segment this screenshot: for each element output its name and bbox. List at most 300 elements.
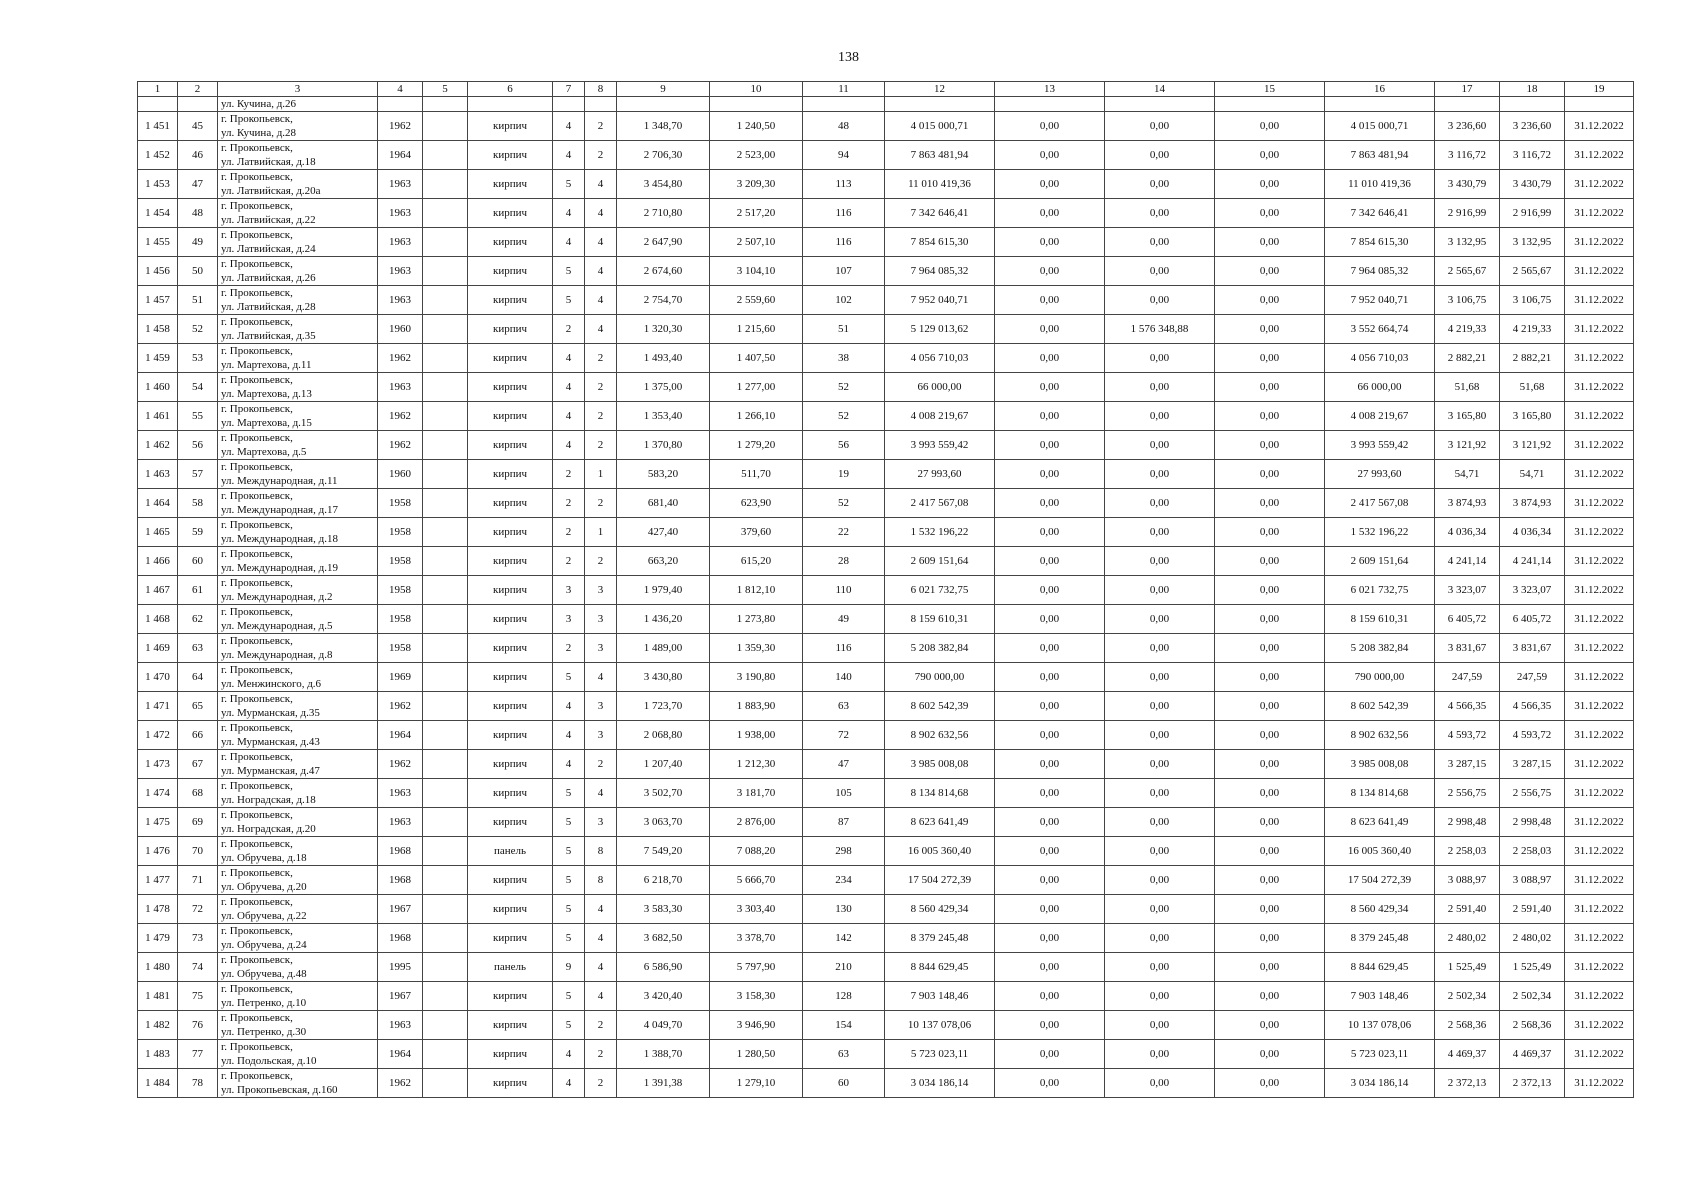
col16-cell: 66 000,00 xyxy=(1325,373,1435,402)
max-cost-per-sqm-cell: 3 831,67 xyxy=(1500,634,1565,663)
row-number-cell: 1 461 xyxy=(138,402,178,431)
living-area-cell: 1 266,10 xyxy=(710,402,803,431)
living-area-cell: 3 104,10 xyxy=(710,257,803,286)
living-area-cell: 511,70 xyxy=(710,460,803,489)
address-street: ул. Латвийская, д.24 xyxy=(221,243,316,255)
total-area-cell: 1 348,70 xyxy=(617,112,710,141)
max-cost-per-sqm-cell: 3 132,95 xyxy=(1500,228,1565,257)
col14-cell: 0,00 xyxy=(1105,837,1215,866)
col15-cell: 0,00 xyxy=(1215,170,1325,199)
row-number-cell: 1 472 xyxy=(138,721,178,750)
col13-cell: 0,00 xyxy=(995,692,1105,721)
col16-cell: 7 342 646,41 xyxy=(1325,199,1435,228)
col15-cell: 0,00 xyxy=(1215,605,1325,634)
floors-cell: 2 xyxy=(553,460,585,489)
address-city: г. Прокопьевск, xyxy=(221,606,293,618)
address-street: ул. Международная, д.17 xyxy=(221,504,338,516)
year-built-cell: 1967 xyxy=(378,982,423,1011)
completion-date-cell: 31.12.2022 xyxy=(1565,1069,1634,1098)
col13-cell: 0,00 xyxy=(995,837,1105,866)
completion-date-cell: 31.12.2022 xyxy=(1565,866,1634,895)
max-cost-per-sqm-cell: 2 882,21 xyxy=(1500,344,1565,373)
col13-cell: 0,00 xyxy=(995,141,1105,170)
col15-cell: 0,00 xyxy=(1215,228,1325,257)
year-built-cell: 1960 xyxy=(378,460,423,489)
address-city: г. Прокопьевск, xyxy=(221,519,293,531)
floors-cell: 2 xyxy=(553,315,585,344)
floors-cell: 5 xyxy=(553,808,585,837)
wall-material-cell: кирпич xyxy=(468,866,553,895)
year-built-cell: 1964 xyxy=(378,1040,423,1069)
cost-per-sqm-cell: 4 593,72 xyxy=(1435,721,1500,750)
address-street: ул. Латвийская, д.35 xyxy=(221,330,316,342)
table-row xyxy=(138,286,1634,315)
completion-date-cell: 31.12.2022 xyxy=(1565,1040,1634,1069)
year-built-cell: 1958 xyxy=(378,634,423,663)
col14-cell: 0,00 xyxy=(1105,605,1215,634)
living-area-cell: 2 523,00 xyxy=(710,141,803,170)
total-area-cell: 1 353,40 xyxy=(617,402,710,431)
address-street: ул. Латвийская, д.28 xyxy=(221,301,316,313)
cost-per-sqm-cell: 54,71 xyxy=(1435,460,1500,489)
col15-cell: 0,00 xyxy=(1215,576,1325,605)
living-area-cell: 5 666,70 xyxy=(710,866,803,895)
address-cell xyxy=(218,895,378,924)
address-city: г. Прокопьевск, xyxy=(221,751,293,763)
address-cell xyxy=(218,315,378,344)
col13-cell: 0,00 xyxy=(995,1040,1105,1069)
col5-cell xyxy=(423,547,468,576)
entrances-cell: 2 xyxy=(585,112,617,141)
cost-per-sqm-cell: 2 565,67 xyxy=(1435,257,1500,286)
total-area-cell: 1 391,38 xyxy=(617,1069,710,1098)
entrances-cell: 2 xyxy=(585,547,617,576)
completion-date-cell: 31.12.2022 xyxy=(1565,489,1634,518)
living-area-cell: 3 190,80 xyxy=(710,663,803,692)
max-cost-per-sqm-cell: 4 219,33 xyxy=(1500,315,1565,344)
col5-cell xyxy=(423,518,468,547)
entrances-cell: 3 xyxy=(585,721,617,750)
column-number-cell: 16 xyxy=(1325,82,1435,97)
row-number-cell: 1 459 xyxy=(138,344,178,373)
completion-date-cell: 31.12.2022 xyxy=(1565,837,1634,866)
col15-cell: 0,00 xyxy=(1215,692,1325,721)
col5-cell xyxy=(423,257,468,286)
residents-cell: 128 xyxy=(803,982,885,1011)
housing-registry-table xyxy=(137,81,1634,1098)
item-number-cell: 49 xyxy=(178,228,218,257)
entrances-cell: 3 xyxy=(585,576,617,605)
cost-per-sqm-cell: 3 165,80 xyxy=(1435,402,1500,431)
total-area-cell: 1 388,70 xyxy=(617,1040,710,1069)
row-number-cell: 1 453 xyxy=(138,170,178,199)
col16-cell: 5 723 023,11 xyxy=(1325,1040,1435,1069)
wall-material-cell: кирпич xyxy=(468,170,553,199)
entrances-cell: 1 xyxy=(585,460,617,489)
address-street: ул. Международная, д.19 xyxy=(221,562,338,574)
col13-cell: 0,00 xyxy=(995,199,1105,228)
address-city: г. Прокопьевск, xyxy=(221,809,293,821)
residents-cell: 107 xyxy=(803,257,885,286)
living-area-cell: 1 812,10 xyxy=(710,576,803,605)
col14-cell: 0,00 xyxy=(1105,692,1215,721)
col13-cell: 0,00 xyxy=(995,402,1105,431)
col15-cell: 0,00 xyxy=(1215,402,1325,431)
col16-cell: 8 379 245,48 xyxy=(1325,924,1435,953)
completion-date-cell: 31.12.2022 xyxy=(1565,721,1634,750)
col5-cell xyxy=(423,924,468,953)
cost-per-sqm-cell: 4 566,35 xyxy=(1435,692,1500,721)
table-row xyxy=(138,1069,1634,1098)
year-built-cell: 1963 xyxy=(378,1011,423,1040)
col16-cell: 8 623 641,49 xyxy=(1325,808,1435,837)
living-area-cell: 3 378,70 xyxy=(710,924,803,953)
cost-per-sqm-cell: 2 372,13 xyxy=(1435,1069,1500,1098)
year-built-cell: 1960 xyxy=(378,315,423,344)
row-number-cell: 1 483 xyxy=(138,1040,178,1069)
item-number-cell: 64 xyxy=(178,663,218,692)
floors-cell: 5 xyxy=(553,982,585,1011)
col14-cell: 0,00 xyxy=(1105,576,1215,605)
item-number-cell: 75 xyxy=(178,982,218,1011)
residents-cell: 113 xyxy=(803,170,885,199)
entrances-cell: 4 xyxy=(585,257,617,286)
floors-cell: 4 xyxy=(553,431,585,460)
living-area-cell: 1 883,90 xyxy=(710,692,803,721)
residents-cell: 63 xyxy=(803,1040,885,1069)
address-cell xyxy=(218,605,378,634)
wall-material-cell: кирпич xyxy=(468,402,553,431)
address-cell xyxy=(218,692,378,721)
address-city: г. Прокопьевск, xyxy=(221,113,293,125)
address-city: г. Прокопьевск, xyxy=(221,896,293,908)
address-cell xyxy=(218,1069,378,1098)
col16-cell: 8 134 814,68 xyxy=(1325,779,1435,808)
total-cost-cell: 2 417 567,08 xyxy=(885,489,995,518)
year-built-cell: 1962 xyxy=(378,692,423,721)
completion-date-cell: 31.12.2022 xyxy=(1565,460,1634,489)
item-number-cell: 56 xyxy=(178,431,218,460)
row-number-cell: 1 458 xyxy=(138,315,178,344)
table-row xyxy=(138,402,1634,431)
col5-cell xyxy=(423,721,468,750)
table-row xyxy=(138,1011,1634,1040)
year-built-cell: 1962 xyxy=(378,344,423,373)
residents-cell: 60 xyxy=(803,1069,885,1098)
address-cell xyxy=(218,576,378,605)
table-row xyxy=(138,112,1634,141)
col16-cell: 8 159 610,31 xyxy=(1325,605,1435,634)
address-city: г. Прокопьевск, xyxy=(221,867,293,879)
col13-cell: 0,00 xyxy=(995,750,1105,779)
col15-cell: 0,00 xyxy=(1215,953,1325,982)
residents-cell: 28 xyxy=(803,547,885,576)
year-built-cell: 1962 xyxy=(378,402,423,431)
max-cost-per-sqm-cell: 4 566,35 xyxy=(1500,692,1565,721)
address-street: ул. Петренко, д.10 xyxy=(221,997,307,1009)
item-number-cell: 54 xyxy=(178,373,218,402)
cost-per-sqm-cell: 3 236,60 xyxy=(1435,112,1500,141)
col5-cell xyxy=(423,866,468,895)
residents-cell: 130 xyxy=(803,895,885,924)
year-built-cell: 1963 xyxy=(378,228,423,257)
item-number-cell: 71 xyxy=(178,866,218,895)
residents-cell: 19 xyxy=(803,460,885,489)
total-area-cell: 1 723,70 xyxy=(617,692,710,721)
address-street: ул. Латвийская, д.26 xyxy=(221,272,316,284)
column-number-cell: 11 xyxy=(803,82,885,97)
table-row xyxy=(138,141,1634,170)
address-street: ул. Латвийская, д.20а xyxy=(221,185,321,197)
address-city: г. Прокопьевск, xyxy=(221,229,293,241)
table-row xyxy=(138,779,1634,808)
max-cost-per-sqm-cell: 51,68 xyxy=(1500,373,1565,402)
floors-cell: 2 xyxy=(553,489,585,518)
wall-material-cell: кирпич xyxy=(468,895,553,924)
col15-cell: 0,00 xyxy=(1215,460,1325,489)
column-number-cell: 14 xyxy=(1105,82,1215,97)
col13-cell: 0,00 xyxy=(995,112,1105,141)
year-built-cell: 1969 xyxy=(378,663,423,692)
total-area-cell: 1 320,30 xyxy=(617,315,710,344)
living-area-cell: 1 279,10 xyxy=(710,1069,803,1098)
total-cost-cell: 5 208 382,84 xyxy=(885,634,995,663)
year-built-cell: 1958 xyxy=(378,489,423,518)
col14-cell: 0,00 xyxy=(1105,373,1215,402)
row-number-cell: 1 466 xyxy=(138,547,178,576)
table-row xyxy=(138,721,1634,750)
col14-cell: 0,00 xyxy=(1105,344,1215,373)
residents-cell: 234 xyxy=(803,866,885,895)
residents-cell: 142 xyxy=(803,924,885,953)
item-number-cell: 52 xyxy=(178,315,218,344)
cost-per-sqm-cell: 3 106,75 xyxy=(1435,286,1500,315)
col13-cell: 0,00 xyxy=(995,315,1105,344)
col15-cell: 0,00 xyxy=(1215,257,1325,286)
wall-material-cell: кирпич xyxy=(468,199,553,228)
address-street: ул. Мурманская, д.47 xyxy=(221,765,320,777)
floors-cell: 2 xyxy=(553,547,585,576)
entrances-cell: 2 xyxy=(585,431,617,460)
residents-cell: 56 xyxy=(803,431,885,460)
col16-cell: 4 008 219,67 xyxy=(1325,402,1435,431)
entrances-cell: 4 xyxy=(585,170,617,199)
floors-cell: 5 xyxy=(553,924,585,953)
row-number-cell: 1 471 xyxy=(138,692,178,721)
address-street: ул. Обручева, д.48 xyxy=(221,968,307,980)
col14-cell: 0,00 xyxy=(1105,924,1215,953)
row-number-cell: 1 464 xyxy=(138,489,178,518)
address-street: ул. Петренко, д.30 xyxy=(221,1026,307,1038)
entrances-cell: 2 xyxy=(585,402,617,431)
item-number-cell: 51 xyxy=(178,286,218,315)
col16-cell: 1 532 196,22 xyxy=(1325,518,1435,547)
total-cost-cell: 8 134 814,68 xyxy=(885,779,995,808)
living-area-cell: 615,20 xyxy=(710,547,803,576)
living-area-cell: 1 359,30 xyxy=(710,634,803,663)
floors-cell: 4 xyxy=(553,402,585,431)
living-area-cell: 5 797,90 xyxy=(710,953,803,982)
living-area-cell: 3 946,90 xyxy=(710,1011,803,1040)
address-cell xyxy=(218,721,378,750)
total-cost-cell: 5 129 013,62 xyxy=(885,315,995,344)
address-cell xyxy=(218,489,378,518)
year-built-cell: 1963 xyxy=(378,170,423,199)
col14-cell: 0,00 xyxy=(1105,634,1215,663)
total-area-cell: 663,20 xyxy=(617,547,710,576)
cost-per-sqm-cell: 3 430,79 xyxy=(1435,170,1500,199)
completion-date-cell: 31.12.2022 xyxy=(1565,576,1634,605)
table-row xyxy=(138,605,1634,634)
col14-cell: 0,00 xyxy=(1105,489,1215,518)
address-cell xyxy=(218,808,378,837)
completion-date-cell: 31.12.2022 xyxy=(1565,895,1634,924)
residents-cell: 52 xyxy=(803,402,885,431)
total-area-cell: 2 674,60 xyxy=(617,257,710,286)
col16-cell: 7 863 481,94 xyxy=(1325,141,1435,170)
col13-cell: 0,00 xyxy=(995,489,1105,518)
col16-cell: 8 902 632,56 xyxy=(1325,721,1435,750)
completion-date-cell: 31.12.2022 xyxy=(1565,982,1634,1011)
col5-cell xyxy=(423,982,468,1011)
col15-cell: 0,00 xyxy=(1215,663,1325,692)
col13-cell: 0,00 xyxy=(995,634,1105,663)
item-number-cell: 69 xyxy=(178,808,218,837)
col13-cell: 0,00 xyxy=(995,170,1105,199)
col5-cell xyxy=(423,344,468,373)
item-number-cell: 45 xyxy=(178,112,218,141)
col16-cell: 790 000,00 xyxy=(1325,663,1435,692)
total-area-cell: 7 549,20 xyxy=(617,837,710,866)
address-cell xyxy=(218,750,378,779)
row-number-cell: 1 479 xyxy=(138,924,178,953)
col14-cell: 0,00 xyxy=(1105,286,1215,315)
floors-cell: 4 xyxy=(553,228,585,257)
living-area-cell: 1 212,30 xyxy=(710,750,803,779)
address-city: г. Прокопьевск, xyxy=(221,1012,293,1024)
address-cell xyxy=(218,460,378,489)
address-city: г. Прокопьевск, xyxy=(221,490,293,502)
max-cost-per-sqm-cell: 2 556,75 xyxy=(1500,779,1565,808)
living-area-cell: 2 507,10 xyxy=(710,228,803,257)
completion-date-cell: 31.12.2022 xyxy=(1565,344,1634,373)
address-city: г. Прокопьевск, xyxy=(221,461,293,473)
max-cost-per-sqm-cell: 2 480,02 xyxy=(1500,924,1565,953)
col16-cell: 7 952 040,71 xyxy=(1325,286,1435,315)
year-built-cell: 1964 xyxy=(378,141,423,170)
column-number-cell: 19 xyxy=(1565,82,1634,97)
entrances-cell: 2 xyxy=(585,489,617,518)
row-number-cell: 1 468 xyxy=(138,605,178,634)
wall-material-cell: кирпич xyxy=(468,721,553,750)
item-number-cell: 50 xyxy=(178,257,218,286)
address-city: г. Прокопьевск, xyxy=(221,258,293,270)
total-cost-cell: 8 623 641,49 xyxy=(885,808,995,837)
max-cost-per-sqm-cell: 2 258,03 xyxy=(1500,837,1565,866)
cost-per-sqm-cell: 3 121,92 xyxy=(1435,431,1500,460)
item-number-cell: 72 xyxy=(178,895,218,924)
year-built-cell: 1962 xyxy=(378,431,423,460)
row-number-cell: 1 457 xyxy=(138,286,178,315)
empty-cell xyxy=(138,97,178,112)
floors-cell: 3 xyxy=(553,605,585,634)
total-area-cell: 2 706,30 xyxy=(617,141,710,170)
col15-cell: 0,00 xyxy=(1215,634,1325,663)
col5-cell xyxy=(423,141,468,170)
row-number-cell: 1 481 xyxy=(138,982,178,1011)
completion-date-cell: 31.12.2022 xyxy=(1565,170,1634,199)
col16-cell: 16 005 360,40 xyxy=(1325,837,1435,866)
col5-cell xyxy=(423,663,468,692)
column-number-cell: 17 xyxy=(1435,82,1500,97)
year-built-cell: 1963 xyxy=(378,808,423,837)
col5-cell xyxy=(423,170,468,199)
residents-cell: 105 xyxy=(803,779,885,808)
floors-cell: 4 xyxy=(553,1069,585,1098)
floors-cell: 4 xyxy=(553,692,585,721)
completion-date-cell: 31.12.2022 xyxy=(1565,286,1634,315)
floors-cell: 4 xyxy=(553,199,585,228)
max-cost-per-sqm-cell: 3 236,60 xyxy=(1500,112,1565,141)
col5-cell xyxy=(423,692,468,721)
col14-cell: 0,00 xyxy=(1105,895,1215,924)
col16-cell: 7 903 148,46 xyxy=(1325,982,1435,1011)
cost-per-sqm-cell: 247,59 xyxy=(1435,663,1500,692)
cost-per-sqm-cell: 2 568,36 xyxy=(1435,1011,1500,1040)
col16-cell: 11 010 419,36 xyxy=(1325,170,1435,199)
table-row xyxy=(138,344,1634,373)
completion-date-cell: 31.12.2022 xyxy=(1565,547,1634,576)
col15-cell: 0,00 xyxy=(1215,1011,1325,1040)
residents-cell: 210 xyxy=(803,953,885,982)
col16-cell: 3 985 008,08 xyxy=(1325,750,1435,779)
total-cost-cell: 16 005 360,40 xyxy=(885,837,995,866)
residents-cell: 87 xyxy=(803,808,885,837)
address-city: г. Прокопьевск, xyxy=(221,693,293,705)
wall-material-cell: кирпич xyxy=(468,315,553,344)
completion-date-cell: 31.12.2022 xyxy=(1565,518,1634,547)
col15-cell: 0,00 xyxy=(1215,141,1325,170)
year-built-cell: 1968 xyxy=(378,924,423,953)
cost-per-sqm-cell: 3 088,97 xyxy=(1435,866,1500,895)
wall-material-cell: кирпич xyxy=(468,808,553,837)
max-cost-per-sqm-cell: 2 568,36 xyxy=(1500,1011,1565,1040)
col15-cell: 0,00 xyxy=(1215,547,1325,576)
residents-cell: 72 xyxy=(803,721,885,750)
address-street: ул. Мурманская, д.43 xyxy=(221,736,320,748)
col15-cell: 0,00 xyxy=(1215,808,1325,837)
item-number-cell: 76 xyxy=(178,1011,218,1040)
year-built-cell: 1968 xyxy=(378,837,423,866)
entrances-cell: 2 xyxy=(585,373,617,402)
item-number-cell: 59 xyxy=(178,518,218,547)
address-cell xyxy=(218,518,378,547)
entrances-cell: 4 xyxy=(585,663,617,692)
address-street: ул. Мурманская, д.35 xyxy=(221,707,320,719)
total-cost-cell: 3 034 186,14 xyxy=(885,1069,995,1098)
address-cell xyxy=(218,373,378,402)
address-street: ул. Международная, д.8 xyxy=(221,649,333,661)
table-row xyxy=(138,576,1634,605)
table-row xyxy=(138,170,1634,199)
total-area-cell: 1 436,20 xyxy=(617,605,710,634)
item-number-cell: 57 xyxy=(178,460,218,489)
row-number-cell: 1 455 xyxy=(138,228,178,257)
col5-cell xyxy=(423,112,468,141)
total-cost-cell: 4 056 710,03 xyxy=(885,344,995,373)
residents-cell: 47 xyxy=(803,750,885,779)
max-cost-per-sqm-cell: 2 998,48 xyxy=(1500,808,1565,837)
